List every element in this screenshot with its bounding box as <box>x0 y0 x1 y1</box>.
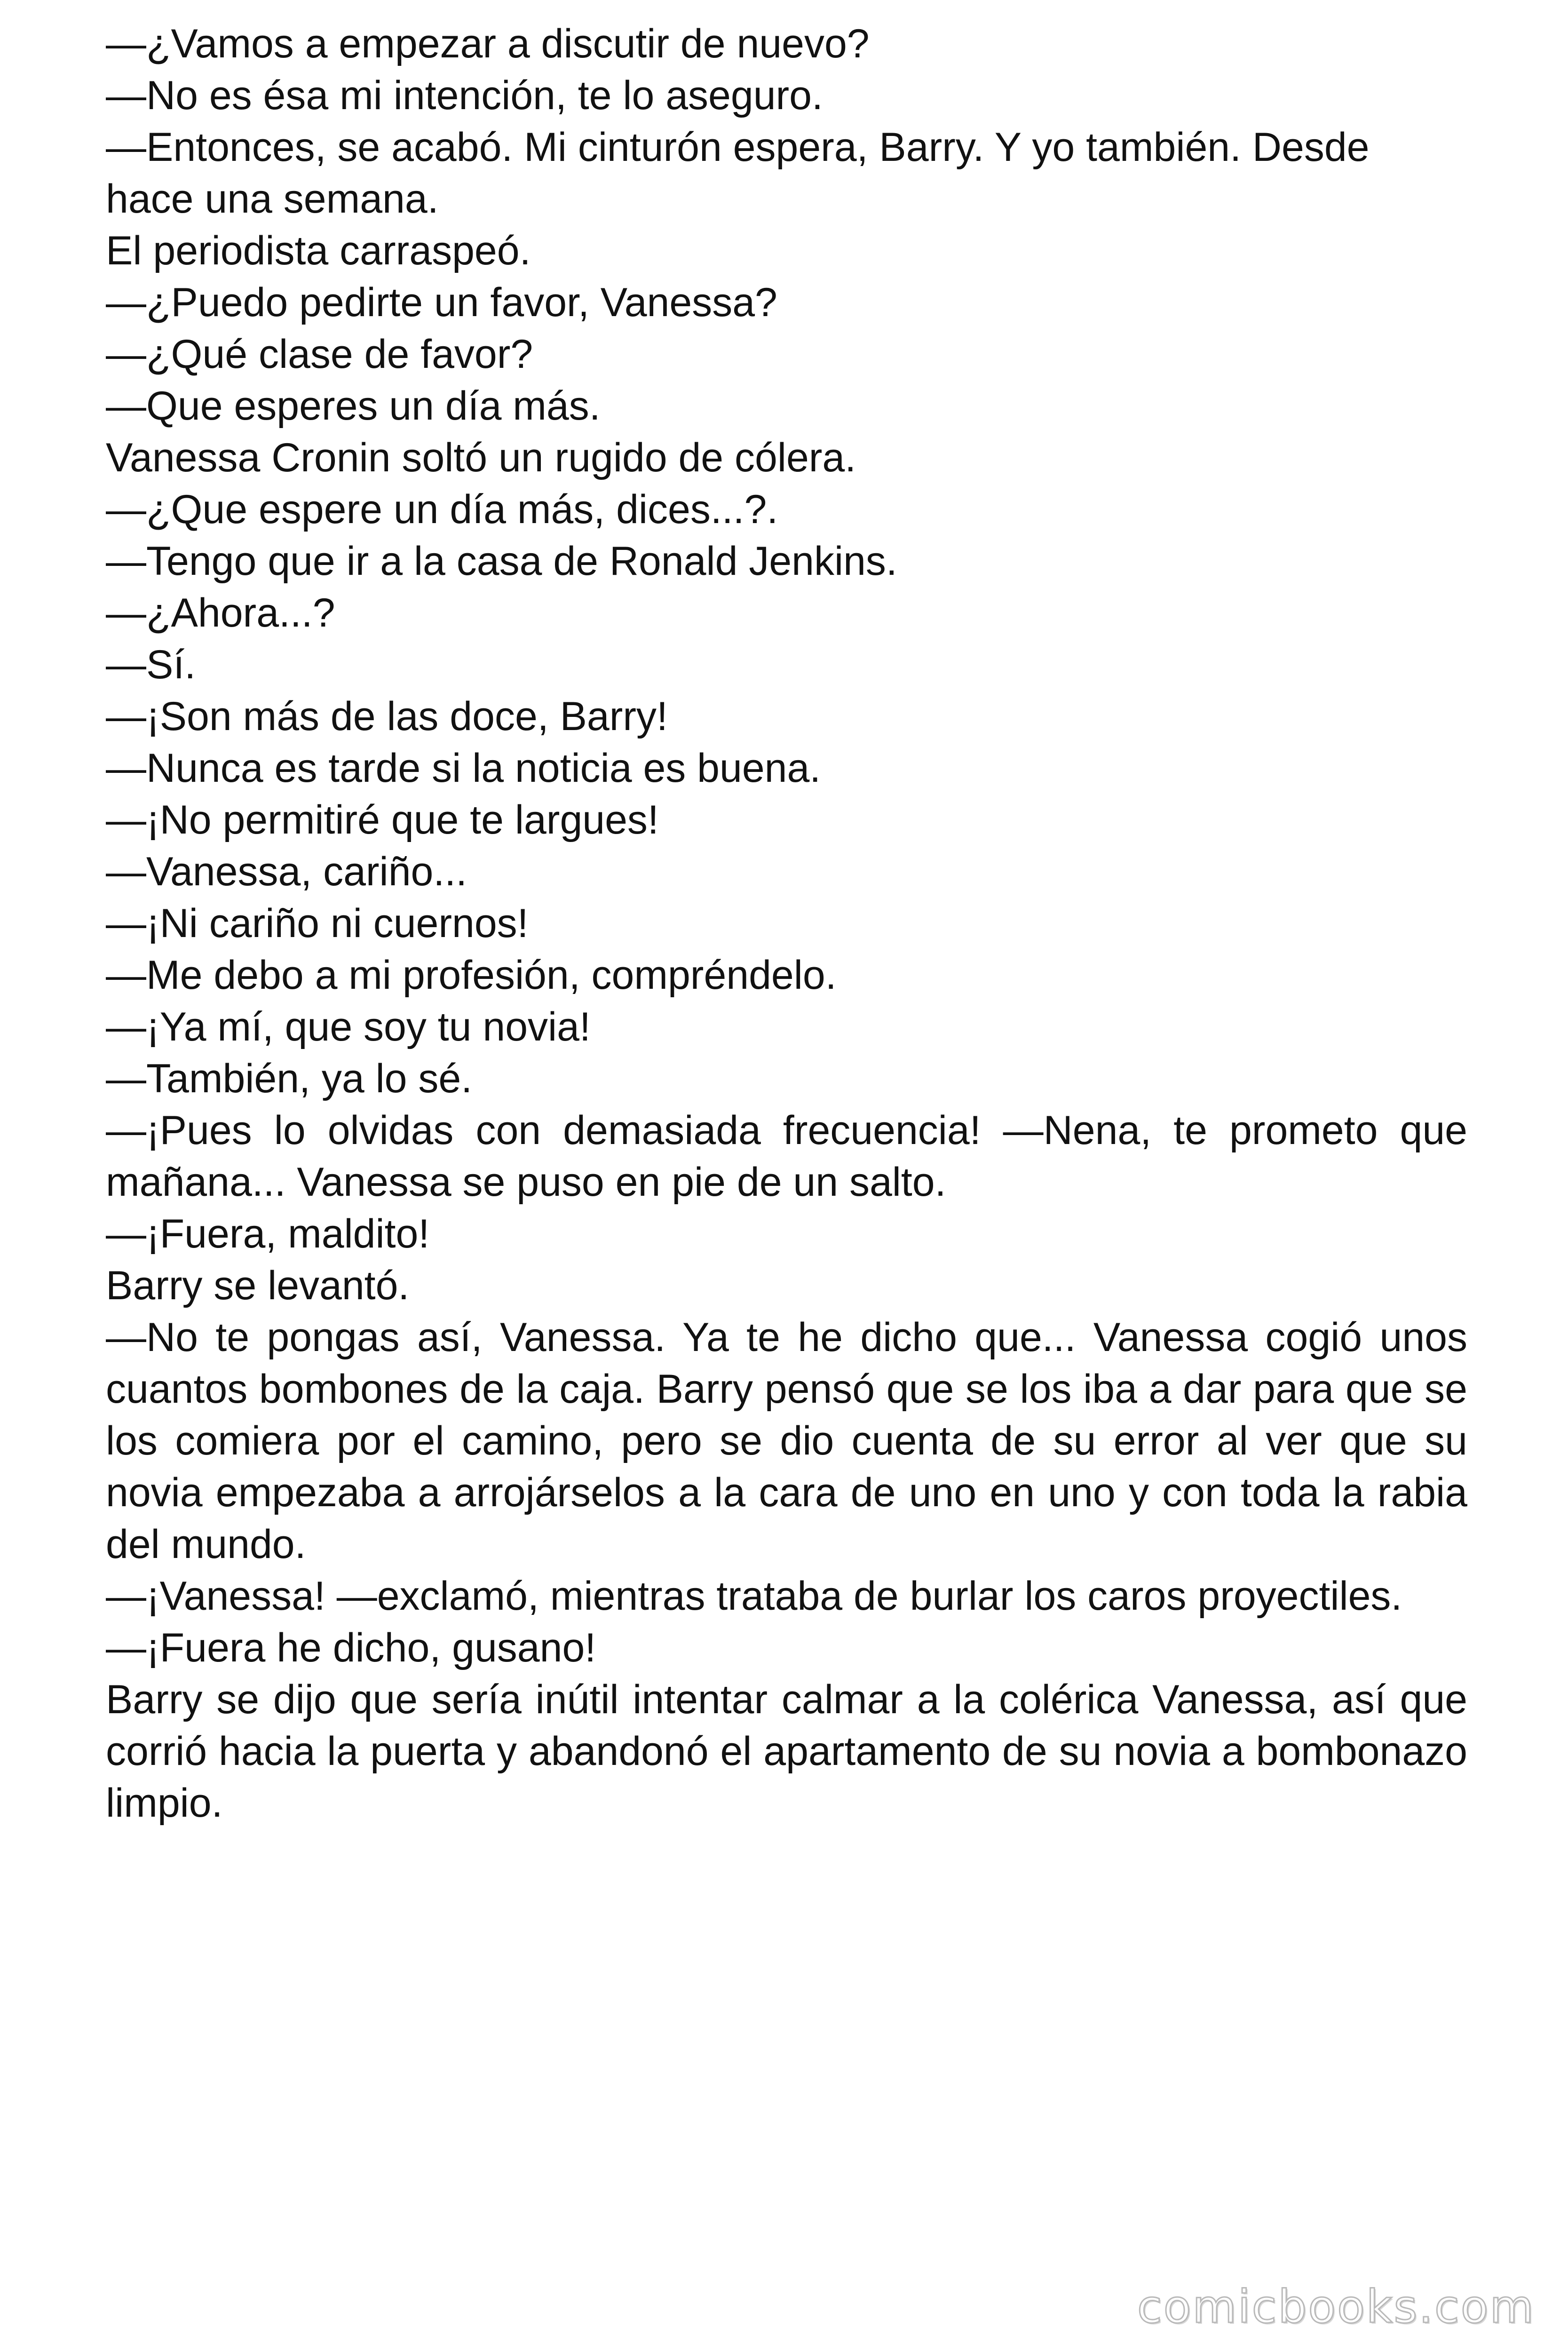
page-text <box>106 18 1467 1829</box>
paragraph-20: —También, ya lo sé. <box>106 1056 473 1101</box>
paragraph-1: —¿Vamos a empezar a discutir de nuevo? <box>106 21 870 66</box>
paragraph-5: —¿Puedo pedirte un favor, Vanessa? <box>106 280 777 325</box>
watermark: comicbooks.com <box>1137 2280 1535 2333</box>
paragraph-3: —Entonces, se acabó. Mi cinturón espera, Barry. Y yo también. Desde hace una semana. <box>106 125 1370 222</box>
paragraph-26: —¡Fuera he dicho, gusano! <box>106 1625 596 1670</box>
paragraph-10: —Tengo que ir a la casa de Ronald Jenkins. <box>106 539 897 584</box>
paragraph-2: —No es ésa mi intención, te lo aseguro. <box>106 73 823 118</box>
paragraph-23: Barry se levantó. <box>106 1263 410 1308</box>
paragraph-25: —¡Vanessa! —exclamó, mientras trataba de burlar los caros proyectiles. <box>106 1573 1402 1619</box>
paragraph-7: —Que esperes un día más. <box>106 383 601 429</box>
paragraph-11: —¿Ahora...? <box>106 590 335 636</box>
paragraph-27: Barry se dijo que sería inútil intentar calmar a la colérica Vanessa, así que corrió hacia la puerta y abandonó el apartamento de su novia a bombonazo limpio. <box>106 1677 1467 1826</box>
paragraph-24: —No te pongas así, Vanessa. Ya te he dicho que... Vanessa cogió unos cuantos bombones de la caja. Barry pensó que se los iba a dar para que se los comiera por el camino, pero se dio cuenta de su error al ver que su novia empezaba a arrojárselos a la cara de uno en uno y con toda la rabia del mundo. <box>106 1315 1467 1567</box>
paragraph-22: —¡Fuera, maldito! <box>106 1211 430 1256</box>
paragraph-18: —Me debo a mi profesión, compréndelo. <box>106 953 837 998</box>
paragraph-8: Vanessa Cronin soltó un rugido de cólera. <box>106 435 856 480</box>
paragraph-13: —¡Son más de las doce, Barry! <box>106 694 668 739</box>
paragraph-9: —¿Que espere un día más, dices...?. <box>106 487 778 532</box>
paragraph-16: —Vanessa, cariño... <box>106 849 467 894</box>
paragraph-14: —Nunca es tarde si la noticia es buena. <box>106 746 821 791</box>
paragraph-4: El periodista carraspeó. <box>106 228 531 273</box>
paragraph-17: —¡Ni cariño ni cuernos! <box>106 901 529 946</box>
paragraph-6: —¿Qué clase de favor? <box>106 332 533 377</box>
paragraph-21: —¡Pues lo olvidas con demasiada frecuencia! —Nena, te prometo que mañana... Vanessa se puso en pie de un salto. <box>106 1108 1467 1205</box>
paragraph-15: —¡No permitiré que te largues! <box>106 797 659 842</box>
paragraph-19: —¡Ya mí, que soy tu novia! <box>106 1004 591 1049</box>
paragraph-12: —Sí. <box>106 642 196 687</box>
